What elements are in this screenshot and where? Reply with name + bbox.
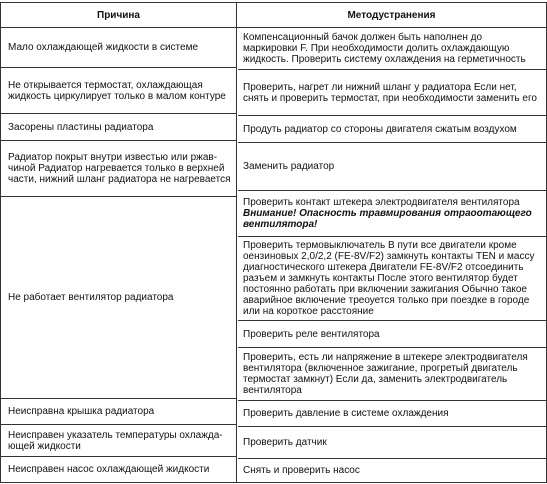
table-row-remedy: Компенсационный бачок должен быть наполнен до маркировки F. При необходимости долить охлаждающую жидкость. Проверить систему охлаждения на герметичность <box>243 32 526 65</box>
table-row-cause: Не открывается термостат, охлаждающая жидкость циркулирует только в малом контуре <box>8 79 226 102</box>
table-row-remedy: Проверить, нагрет ли нижний шланг у радиатора Если нет, снять и проверить термостат, при необходимости заменить его <box>243 81 537 104</box>
table-border-bottom <box>0 482 547 483</box>
table-row-cause: Неисправен насос охлаждающей жидкости <box>8 464 210 475</box>
header-remedy-cell <box>237 3 546 27</box>
table-row-remedy: Проверить контакт штекера электродвигателя вентилятора Внимание! Опасность травмирования отраоотающего вентилятора! <box>243 191 539 236</box>
table-row-remedy: Проверить реле вентилятора <box>243 328 380 340</box>
warning-text: Внимание! Опасность травмирования отраоотающего вентилятора! <box>243 208 532 230</box>
column-divider <box>236 2 237 483</box>
table-row-cause: Мало охлаждающей жидкости в системе <box>8 42 199 53</box>
table-row-cause: Не работает вентилятор радиатора <box>8 292 174 303</box>
table-row-cause: Неисправен указатель температуры охлажда-ющей жидкости <box>8 429 223 452</box>
table-row-remedy: Проверить термовыключатель В пути все двигатели кроме оензиновых 2,0/2,2 (FE-8V/F2) замкнуть контакты TEN и массу диагностического штекера Двигатели FE-8V/F2 отсоединить разъем и замкнуть контакты После этого вентилятор будет постоянно работать при включении зажигания Обычно такое аварийное включение треоуется только при поездке в городе или на короткое расстояние <box>243 240 535 317</box>
header-cause-cell <box>1 3 236 27</box>
table-row-remedy: Заменить радиатор <box>243 161 335 172</box>
table-row-remedy: Проверить давление в системе охлаждения <box>243 408 449 419</box>
header-cause: Причина <box>97 9 140 21</box>
table-row-cause: Засорены пластины радиатора <box>8 121 154 133</box>
table-row-remedy: Проверить, есть ли напряжение в штекере электродвигателя вентилятора (включенное зажигание, прогретый двигатель термостат замкнут) Если да, заменить электродвигатель вентилятора <box>243 352 528 396</box>
table-row-cause: Радиатор покрыт внутри известью или ржав-чиной Радиатор нагревается только в верхней части, нижний шланг радиатора не нагревается <box>8 152 231 185</box>
table-row-cause: Неисправна крышка радиатора <box>8 406 155 417</box>
table-row-remedy: Продуть радиатор со стороны двигателя сжатым воздухом <box>243 123 517 135</box>
table-row-remedy: Проверить датчик <box>243 437 327 448</box>
header-remedy: Методустранения <box>347 9 436 21</box>
table-row-remedy: Снять и проверить насос <box>243 465 360 476</box>
table-border-left <box>0 2 1 483</box>
